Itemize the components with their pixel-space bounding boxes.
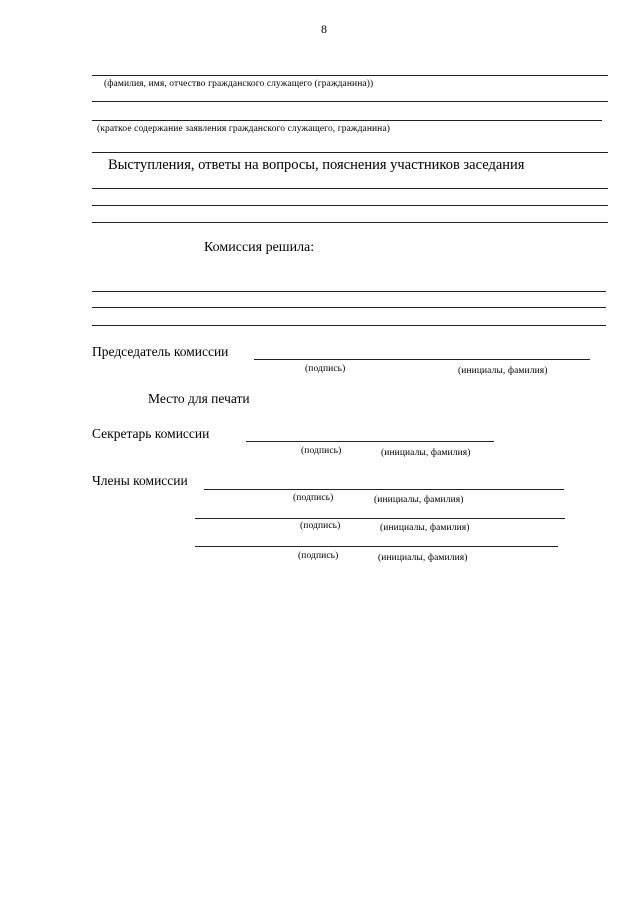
- fio-line: [92, 75, 608, 76]
- member-1-line: [204, 489, 564, 490]
- secretary-label: Секретарь комиссии: [92, 426, 210, 441]
- member-1-initials-caption: (инициалы, фамилия): [374, 495, 464, 505]
- members-label: Члены комиссии: [92, 473, 188, 488]
- speeches-line-3: [92, 222, 608, 223]
- secretary-signature-caption: (подпись): [301, 446, 342, 456]
- fio-caption: (фамилия, имя, отчество гражданского служащего (гражданина)): [104, 79, 374, 89]
- statement-line: [92, 120, 602, 121]
- member-3-line: [195, 546, 558, 547]
- member-1-signature-caption: (подпись): [293, 493, 334, 503]
- speeches-line-1: [92, 188, 608, 189]
- decision-heading: Комиссия решила:: [204, 240, 315, 255]
- decision-line-3: [92, 325, 606, 326]
- decision-line-1: [92, 291, 606, 292]
- seal-placeholder: Место для печати: [148, 391, 250, 406]
- chairman-initials-caption: (инициалы, фамилия): [458, 366, 548, 376]
- statement-line-2: [92, 152, 608, 153]
- speeches-line-2: [92, 205, 608, 206]
- decision-line-2: [92, 307, 606, 308]
- chairman-signature-caption: (подпись): [305, 364, 346, 374]
- page-number: 8: [321, 22, 327, 36]
- chairman-label: Председатель комиссии: [92, 344, 229, 359]
- statement-caption: (краткое содержание заявления гражданского служащего, гражданина): [97, 124, 390, 134]
- member-2-signature-caption: (подпись): [300, 521, 341, 531]
- secretary-signature-line: [246, 441, 494, 442]
- member-3-initials-caption: (инициалы, фамилия): [378, 553, 468, 563]
- speeches-heading: Выступления, ответы на вопросы, пояснения участников заседания: [108, 157, 525, 173]
- secretary-initials-caption: (инициалы, фамилия): [381, 448, 471, 458]
- chairman-signature-line: [254, 359, 590, 360]
- member-3-signature-caption: (подпись): [298, 551, 339, 561]
- member-2-initials-caption: (инициалы, фамилия): [380, 523, 470, 533]
- member-2-line: [195, 518, 565, 519]
- fio-line-2: [92, 101, 608, 102]
